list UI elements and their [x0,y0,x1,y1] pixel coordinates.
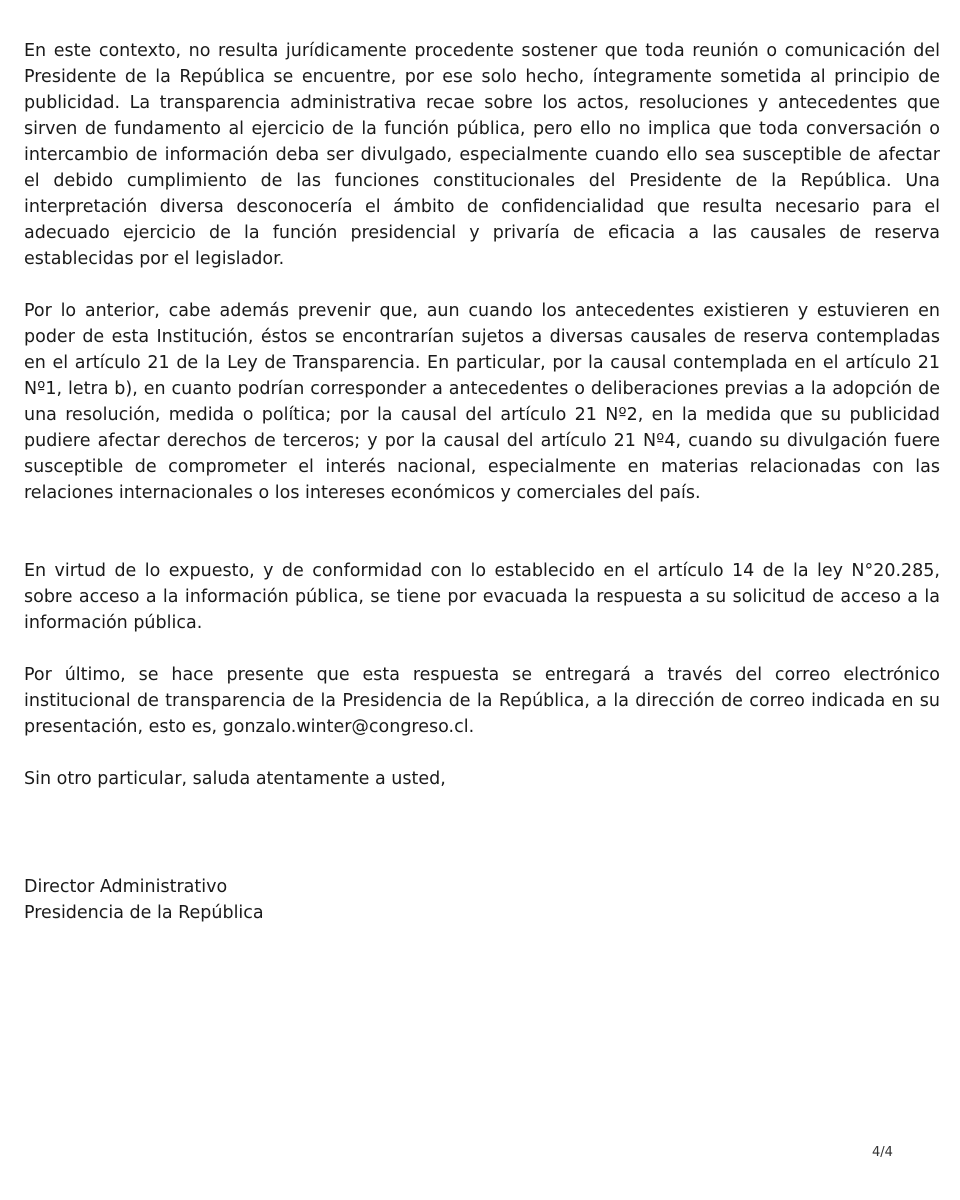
document-page [24,38,940,926]
signature-title: Director Administrativo [24,877,228,897]
paragraph-conclusion: En virtud de lo expuesto, y de conformidad con lo establecido en el artículo 14 de la ley N°20.285, sobre acceso a la información pública, se tiene por evacuada la respuesta a su solicitud de acceso a la información pública. [24,561,940,633]
paragraph-context: En este contexto, no resulta jurídicamente procedente sostener que toda reunión o comunicación del Presidente de la República se encuentre, por ese solo hecho, íntegramente sometida al principio de publicidad. La transparencia administrativa recae sobre los actos, resoluciones y antecedentes que sirven de fundamento al ejercicio de la función pública, pero ello no implica que toda conversación o intercambio de información deba ser divulgado, especialmente cuando ello sea susceptible de afectar el debido cumplimiento de las funciones constitucionales del Presidente de la República. Una interpretación diversa desconocería el ámbito de confidencialidad que resulta necesario para el adecuado ejercicio de la función presidencial y privaría de eficacia a las causales de reserva establecidas por el legislador. [24,41,940,269]
paragraph-delivery-notice: Por último, se hace presente que esta respuesta se entregará a través del correo electrónico institucional de transparencia de la Presidencia de la República, a la dirección de correo indicada en su presentación, esto es, gonzalo.winter@congreso.cl. [24,665,940,737]
paragraph-closing: Sin otro particular, saluda atentamente a usted, [24,769,446,789]
signature-block [24,874,940,926]
signature-institution: Presidencia de la República [24,903,264,923]
page-number: 4/4 [872,1145,893,1160]
paragraph-reserve-causes: Por lo anterior, cabe además prevenir que, aun cuando los antecedentes existieren y estuvieren en poder de esta Institución, éstos se encontrarían sujetos a diversas causales de reserva contempladas en el artículo 21 de la Ley de Transparencia. En particular, por la causal contemplada en el artículo 21 Nº1, letra b), en cuanto podrían corresponder a antecedentes o deliberaciones previas a la adopción de una resolución, medida o política; por la causal del artículo 21 Nº2, en la medida que su publicidad pudiere afectar derechos de terceros; y por la causal del artículo 21 Nº4, cuando su divulgación fuere susceptible de comprometer el interés nacional, especialmente en materias relacionadas con las relaciones internacionales o los intereses económicos y comerciales del país. [24,301,940,503]
